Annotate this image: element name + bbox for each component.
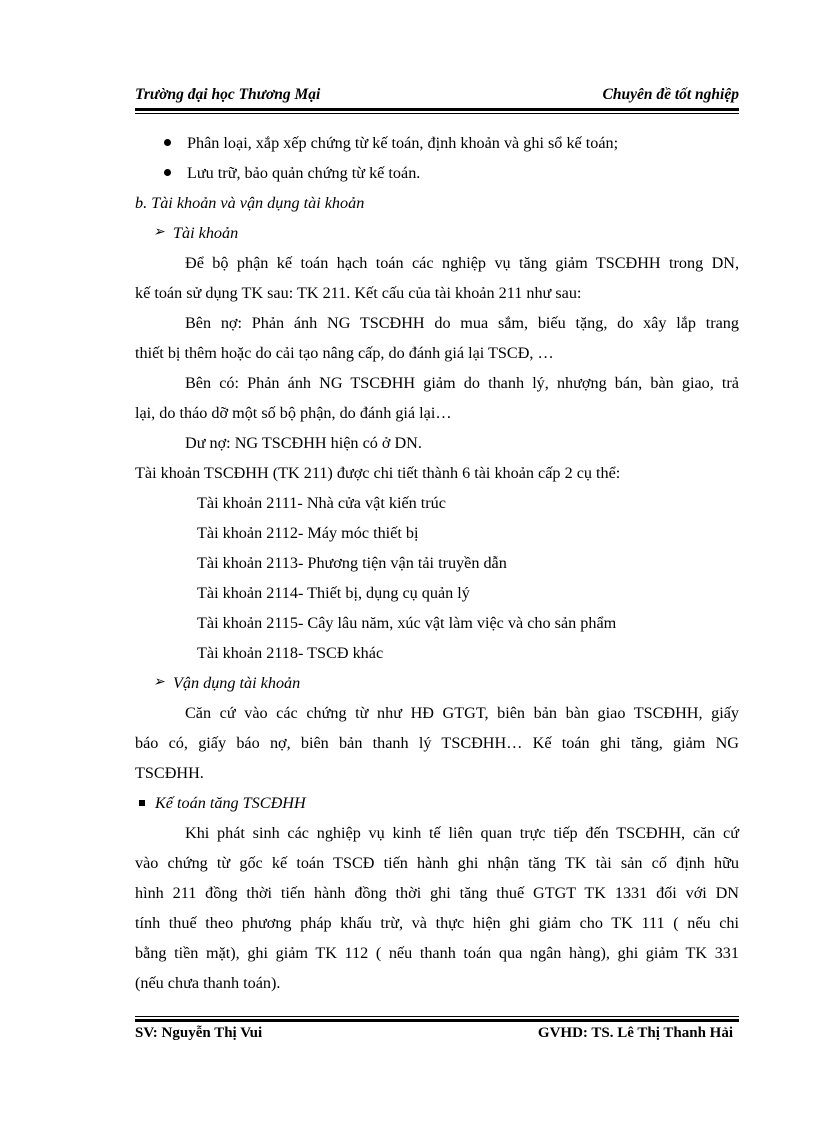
subheading-taikhoan: ➢ Tài khoản [135, 218, 739, 248]
paragraph-line: Căn cứ vào các chứng từ như HĐ GTGT, biên bản bàn giao TSCĐHH, giấy [185, 704, 739, 722]
account-item: Tài khoản 2111- Nhà cửa vật kiến trúc [197, 494, 446, 512]
account-item: Tài khoản 2112- Máy móc thiết bị [197, 524, 419, 542]
account-item: Tài khoản 2118- TSCĐ khác [197, 644, 384, 662]
account-item: Tài khoản 2114- Thiết bị, dụng cụ quản lý [197, 584, 470, 602]
account-item: Tài khoản 2115- Cây lâu năm, xúc vật làm việc và cho sản phẩm [197, 614, 617, 632]
header-rule-thin [135, 113, 739, 114]
paragraph-line: bằng tiền mặt), ghi giảm TK 112 ( nếu thanh toán qua ngân hàng), ghi giảm TK 331 [135, 944, 739, 962]
arrow-bullet-icon: ➢ [153, 675, 165, 690]
square-bullet-icon [139, 800, 145, 806]
paragraph-line: Khi phát sinh các nghiệp vụ kinh tế liên quan trực tiếp đến TSCĐHH, căn cứ [185, 824, 739, 842]
page-body [135, 128, 739, 998]
page-header [135, 84, 739, 106]
bullet-item: Phân loại, xắp xếp chứng từ kế toán, định khoản và ghi sổ kế toán; [135, 128, 739, 158]
footer-rule-thick [135, 1019, 739, 1022]
paragraph-line: (nếu chưa thanh toán). [135, 974, 281, 992]
paragraph-line: Dư nợ: NG TSCĐHH hiện có ở DN. [185, 434, 422, 452]
section-heading-b: b. Tài khoản và vận dụng tài khoản [135, 194, 365, 212]
paragraph-line: TSCĐHH. [135, 764, 204, 782]
paragraph-line: Để bộ phận kế toán hạch toán các nghiệp vụ tăng giảm TSCĐHH trong DN, [185, 254, 739, 272]
header-doc-type: Chuyên đề tốt nghiệp [602, 86, 739, 103]
subheading-vandung: ➢ Vận dụng tài khoản [135, 668, 739, 698]
page-footer [135, 1023, 739, 1045]
bullet-dot-icon [164, 169, 171, 176]
paragraph-line: tính thuế theo phương pháp khấu trừ, và thực hiện ghi giảm cho TK 111 ( nếu chi [135, 914, 739, 932]
subheading-ketoan-tang: Kế toán tăng TSCĐHH [135, 788, 739, 818]
bullet-item: Lưu trữ, bảo quản chứng từ kế toán. [135, 158, 739, 188]
paragraph-line: thiết bị thêm hoặc do cải tạo nâng cấp, do đánh giá lại TSCĐ, … [135, 344, 554, 362]
paragraph-line: vào chứng từ gốc kế toán TSCĐ tiến hành ghi nhận tăng TK tài sản cố định hữu [135, 854, 739, 872]
footer-rule-thin [135, 1016, 739, 1017]
paragraph-line: kế toán sử dụng TK sau: TK 211. Kết cấu của tài khoản 211 như sau: [135, 284, 582, 302]
paragraph-line: hình 211 đồng thời tiến hành đồng thời ghi tăng thuế GTGT TK 1331 đối với DN [135, 884, 739, 902]
paragraph-line: Tài khoản TSCĐHH (TK 211) được chi tiết thành 6 tài khoản cấp 2 cụ thể: [135, 464, 621, 482]
paragraph-line: lại, do tháo dỡ một số bộ phận, do đánh giá lại… [135, 404, 452, 422]
header-rule-thick [135, 108, 739, 111]
paragraph-line: Bên nợ: Phản ánh NG TSCĐHH do mua sắm, biếu tặng, do xây lắp trang [185, 314, 739, 332]
header-school: Trường đại học Thương Mại [135, 86, 321, 103]
bullet-dot-icon [164, 139, 171, 146]
footer-student: SV: Nguyễn Thị Vui [135, 1025, 263, 1041]
footer-supervisor: GVHD: TS. Lê Thị Thanh Hải [537, 1025, 733, 1041]
paragraph-line: báo có, giấy báo nợ, biên bản thanh lý TSCĐHH… Kế toán ghi tăng, giảm NG [135, 734, 739, 752]
arrow-bullet-icon: ➢ [153, 225, 165, 240]
account-item: Tài khoản 2113- Phương tiện vận tải truyền dẫn [197, 554, 507, 572]
paragraph-line: Bên có: Phản ánh NG TSCĐHH giảm do thanh lý, nhượng bán, bàn giao, trả [185, 374, 739, 392]
